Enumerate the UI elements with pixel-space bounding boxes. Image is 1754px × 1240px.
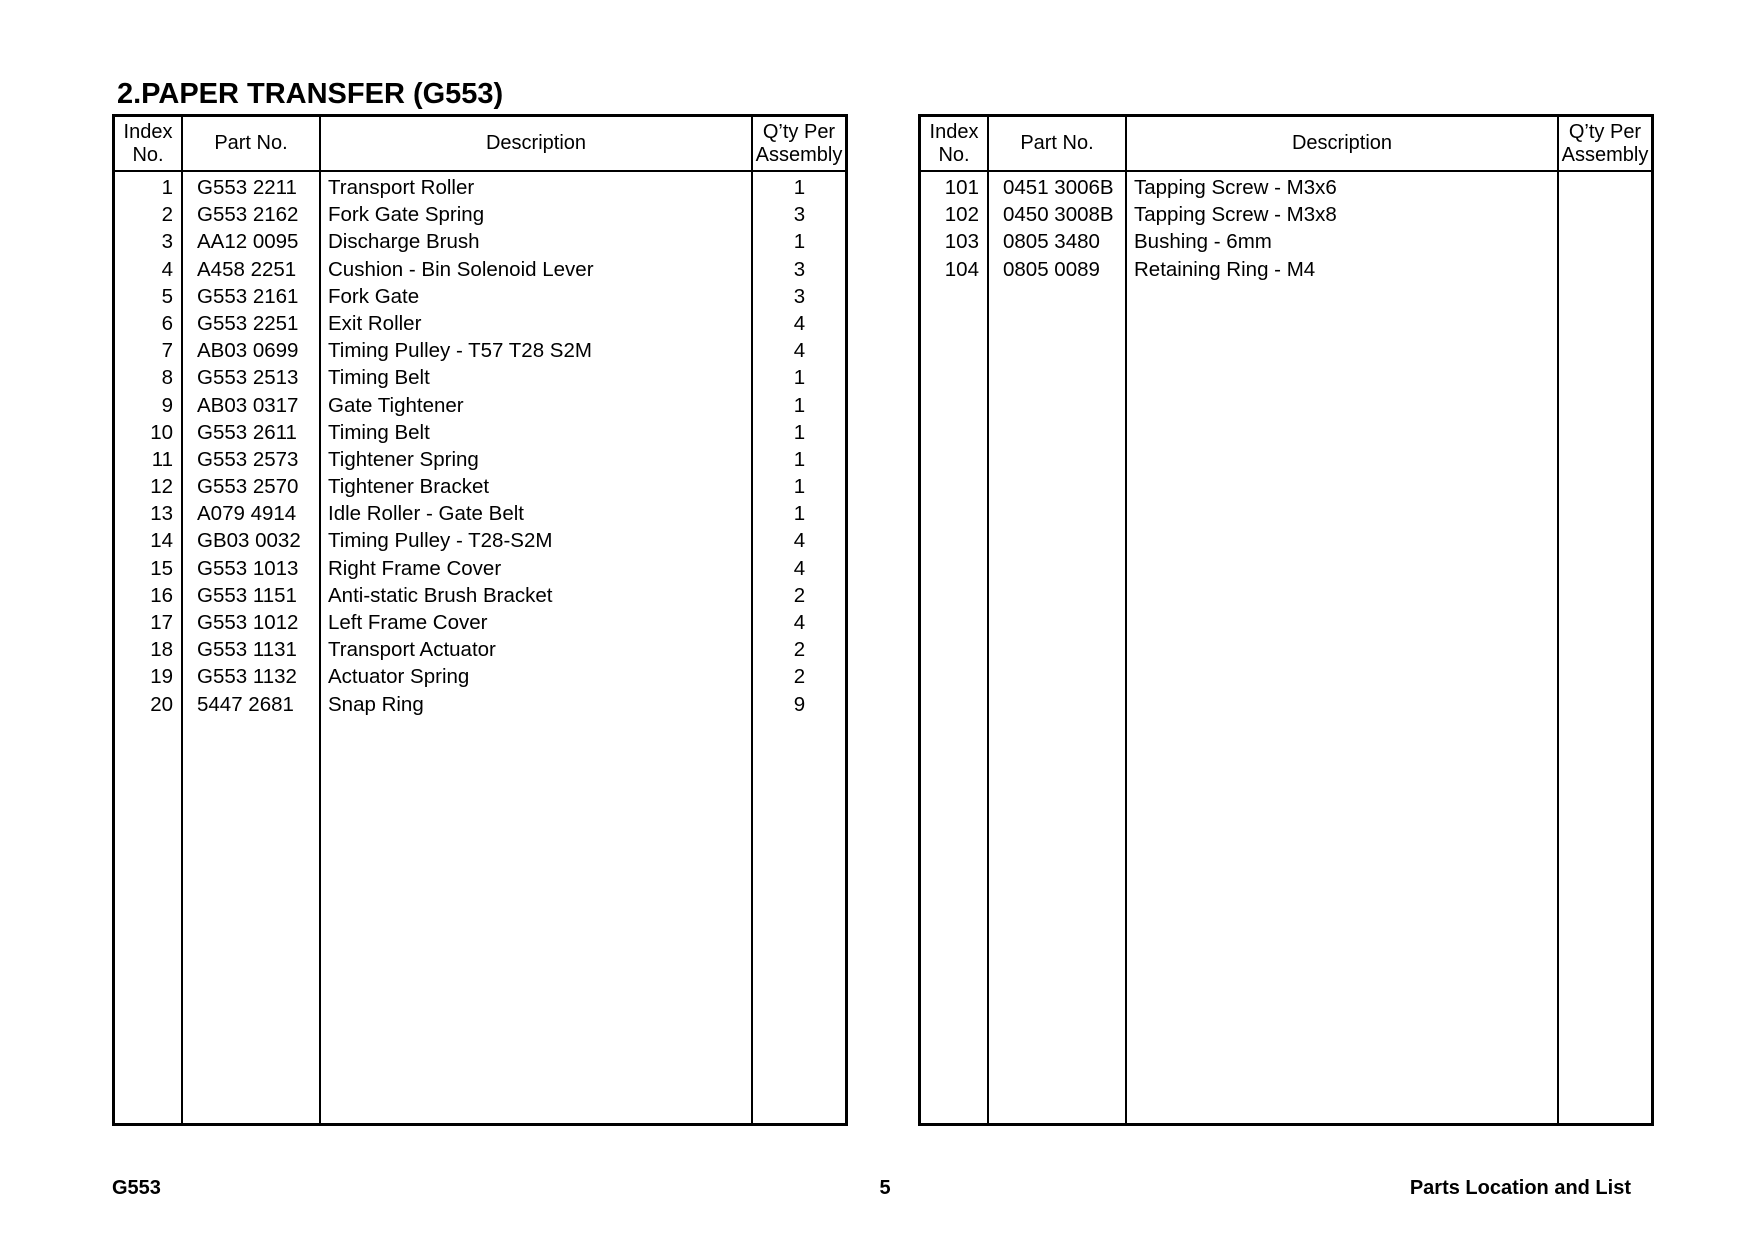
- description-cell: Timing Belt: [328, 366, 430, 390]
- index-cell: 17: [150, 611, 173, 634]
- part-no-cell: G553 2513: [197, 366, 299, 390]
- part-no-cell: G553 2573: [197, 447, 299, 471]
- description-cell: Right Frame Cover: [328, 556, 502, 580]
- index-cell: 10: [150, 420, 173, 444]
- header-part-no: Part No.: [1020, 132, 1094, 154]
- description-cell: Fork Gate: [328, 284, 420, 308]
- qty-cell: 1: [793, 420, 806, 444]
- parts-table-left: [112, 114, 848, 1126]
- part-no-cell: G553 1131: [197, 638, 297, 662]
- table-header-row: [921, 117, 1651, 172]
- index-cell: 15: [150, 556, 173, 580]
- part-no-cell: A458 2251: [197, 257, 297, 281]
- index-cell: 5: [161, 284, 173, 308]
- part-no-cell: AB03 0699: [197, 339, 299, 363]
- part-no-cell: 0805 3480: [1003, 230, 1100, 254]
- index-cell: 11: [151, 447, 173, 471]
- description-cell: Tightener Bracket: [328, 475, 490, 499]
- index-cell: 4: [161, 257, 173, 281]
- part-no-cell: G553 2161: [197, 284, 299, 308]
- qty-cell: 1: [793, 366, 806, 390]
- description-cell: Transport Roller: [328, 176, 475, 199]
- header-part-no: Part No.: [214, 132, 288, 154]
- description-cell: Tapping Screw - M3x8: [1134, 203, 1337, 227]
- qty-cell: 3: [793, 284, 806, 308]
- index-cell: 6: [161, 311, 173, 335]
- index-cell: 3: [161, 230, 173, 254]
- table-row: [115, 446, 845, 473]
- header-qty: Q’ty Per Assembly: [755, 120, 843, 166]
- qty-cell: 1: [793, 447, 806, 471]
- qty-cell: 1: [793, 230, 806, 254]
- part-no-cell: G553 2611: [197, 420, 297, 444]
- footer-section-title: Parts Location and List: [1409, 1177, 1631, 1199]
- description-cell: Timing Pulley - T28-S2M: [328, 529, 553, 553]
- table-row: [921, 201, 1651, 228]
- index-cell: 1: [161, 176, 173, 199]
- index-cell: 104: [944, 257, 979, 281]
- header-description: Description: [1291, 132, 1393, 154]
- description-cell: Transport Actuator: [328, 638, 496, 662]
- header-index: Index No.: [123, 120, 173, 166]
- part-no-cell: AB03 0317: [197, 393, 299, 417]
- qty-cell: 4: [793, 311, 806, 335]
- footer-model: G553: [112, 1177, 161, 1199]
- qty-cell: 4: [793, 339, 806, 363]
- qty-cell: 3: [793, 203, 806, 227]
- table-header-row: [115, 117, 845, 172]
- qty-cell: 4: [793, 611, 806, 634]
- qty-cell: 1: [793, 502, 806, 526]
- part-no-cell: G553 1013: [197, 556, 299, 580]
- description-cell: Idle Roller - Gate Belt: [328, 502, 524, 526]
- part-no-cell: GB03 0032: [197, 529, 301, 553]
- part-no-cell: 0450 3008B: [1003, 203, 1114, 227]
- description-cell: Timing Pulley - T57 T28 S2M: [328, 339, 592, 363]
- qty-cell: [1560, 174, 1651, 201]
- qty-cell: 1: [793, 475, 806, 499]
- index-cell: 101: [944, 176, 979, 199]
- description-cell: Timing Belt: [328, 420, 430, 444]
- table-row: [921, 174, 1651, 201]
- table-row: [115, 174, 845, 201]
- parts-table-right: [918, 114, 1654, 1126]
- part-no-cell: G553 2570: [197, 475, 299, 499]
- qty-cell: [1560, 228, 1651, 255]
- description-cell: Retaining Ring - M4: [1134, 257, 1316, 281]
- part-no-cell: G553 1132: [197, 665, 297, 689]
- qty-cell: [1560, 256, 1651, 283]
- table-row: [115, 364, 845, 391]
- index-cell: 9: [161, 393, 173, 417]
- description-cell: Tapping Screw - M3x6: [1134, 176, 1337, 199]
- page-title: 2.PAPER TRANSFER (G553): [117, 78, 504, 110]
- description-cell: Bushing - 6mm: [1134, 230, 1272, 254]
- part-no-cell: G553 1012: [197, 611, 299, 634]
- footer-page-number: 5: [879, 1177, 891, 1199]
- table-body-right: [921, 174, 1651, 283]
- table-row: [115, 283, 845, 310]
- table-row: [921, 228, 1651, 255]
- description-cell: Gate Tightener: [328, 393, 464, 417]
- index-cell: 16: [150, 583, 173, 607]
- table-row: [115, 500, 845, 527]
- index-cell: 12: [150, 475, 173, 499]
- description-cell: Fork Gate Spring: [328, 203, 485, 227]
- index-cell: 2: [161, 203, 173, 227]
- qty-cell: 2: [793, 583, 806, 607]
- description-cell: Exit Roller: [328, 311, 422, 335]
- qty-cell: 1: [793, 393, 806, 417]
- description-cell: Left Frame Cover: [328, 611, 488, 634]
- index-cell: 18: [150, 638, 173, 662]
- part-no-cell: 0451 3006B: [1003, 176, 1114, 199]
- part-no-cell: G553 2211: [197, 176, 297, 199]
- table-row: [115, 609, 845, 636]
- table-row: [115, 691, 845, 718]
- index-cell: 102: [944, 203, 979, 227]
- header-qty: Q’ty Per Assembly: [1561, 120, 1649, 166]
- table-row: [115, 337, 845, 364]
- part-no-cell: 5447 2681: [197, 692, 294, 716]
- table-row: [115, 310, 845, 337]
- table-row: [115, 392, 845, 419]
- table-row: [115, 555, 845, 582]
- header-description: Description: [485, 132, 587, 154]
- qty-cell: 1: [793, 176, 806, 199]
- part-no-cell: G553 2251: [197, 311, 299, 335]
- table-body-left: [115, 174, 845, 718]
- header-index: Index No.: [929, 120, 979, 166]
- qty-cell: 3: [793, 257, 806, 281]
- index-cell: 103: [944, 230, 979, 254]
- table-row: [115, 473, 845, 500]
- qty-cell: 2: [793, 665, 806, 689]
- description-cell: Tightener Spring: [328, 447, 479, 471]
- description-cell: Anti-static Brush Bracket: [328, 583, 553, 607]
- qty-cell: 4: [793, 529, 806, 553]
- table-row: [115, 527, 845, 554]
- part-no-cell: G553 2162: [197, 203, 299, 227]
- description-cell: Cushion - Bin Solenoid Lever: [328, 257, 594, 281]
- table-row: [115, 201, 845, 228]
- part-no-cell: AA12 0095: [197, 230, 299, 254]
- table-row: [115, 636, 845, 663]
- part-no-cell: 0805 0089: [1003, 257, 1100, 281]
- index-cell: 13: [150, 502, 173, 526]
- table-row: [115, 256, 845, 283]
- table-row: [115, 228, 845, 255]
- description-cell: Snap Ring: [328, 692, 424, 716]
- part-no-cell: A079 4914: [197, 502, 297, 526]
- description-cell: Actuator Spring: [328, 665, 470, 689]
- qty-cell: [1560, 201, 1651, 228]
- index-cell: 19: [150, 665, 173, 689]
- table-row: [921, 256, 1651, 283]
- index-cell: 14: [150, 529, 173, 553]
- qty-cell: 9: [793, 692, 806, 716]
- part-no-cell: G553 1151: [197, 583, 297, 607]
- table-row: [115, 663, 845, 690]
- description-cell: Discharge Brush: [328, 230, 480, 254]
- index-cell: 20: [150, 692, 173, 716]
- table-row: [115, 419, 845, 446]
- index-cell: 7: [161, 339, 173, 363]
- index-cell: 8: [161, 366, 173, 390]
- table-row: [115, 582, 845, 609]
- qty-cell: 2: [793, 638, 806, 662]
- qty-cell: 4: [793, 556, 806, 580]
